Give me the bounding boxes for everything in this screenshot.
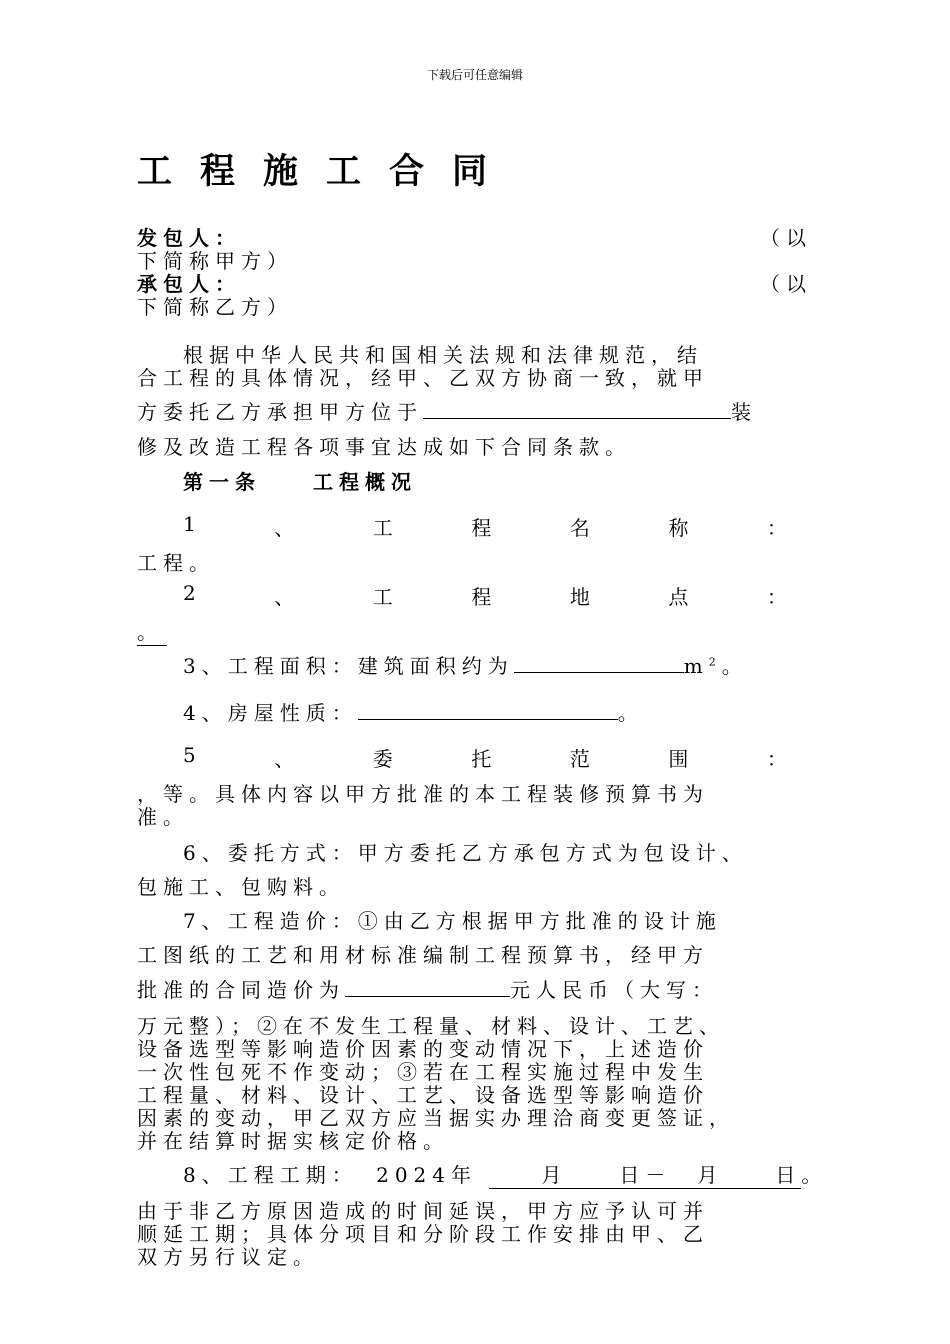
item-7-line-2: 工图纸的工艺和用材标准编制工程预算书，经甲方	[137, 943, 709, 967]
item-5-cell: 5	[183, 743, 202, 767]
item-1-cell: 、	[274, 516, 301, 540]
contractor-label: 承包人：	[137, 272, 241, 296]
preamble-line-4: 修及改造工程各项事宜达成如下合同条款。	[137, 435, 631, 459]
item-8-line-1	[183, 1159, 827, 1189]
contractor-alias: 下简称乙方）	[137, 295, 293, 319]
area-unit: m	[683, 654, 709, 678]
area-unit-sup: 2	[708, 655, 722, 669]
item-2-cell: 地	[569, 585, 596, 609]
location-blank	[423, 398, 731, 419]
address-blank: 。	[137, 616, 167, 646]
item-5-cell: 范	[569, 747, 596, 771]
preamble-line-3-end: 装	[731, 400, 757, 424]
item-5-line-3: 准。	[137, 805, 189, 829]
item-5-cell: 、	[274, 747, 301, 771]
item-5-cell: 委	[372, 747, 399, 771]
item-1-cell: 1	[183, 512, 202, 536]
item-2-line	[183, 581, 793, 610]
item-2-cell: ：	[766, 585, 793, 609]
item-7-line-3-text: 批准的合同造价为	[137, 978, 345, 1002]
item-8-line-2: 由于非乙方原因造成的时间延误，甲方应予认可并	[137, 1199, 709, 1223]
item-7-line-8: 因素的变动，甲乙双方应当据实办理洽商变更签证，	[137, 1106, 735, 1130]
document-title: 工程施工合同	[137, 152, 516, 192]
page-header-note: 下载后可任意编辑	[426, 68, 523, 82]
area-blank	[514, 652, 684, 673]
item-7-line-7: 工程量、材料、设计、工艺、设备选型等影响造价	[137, 1083, 709, 1107]
item-8-text: 8、工程工期：	[183, 1163, 358, 1187]
item-7-line-3	[137, 974, 718, 1003]
item-7-line-3-end: 元人民币（大写：	[510, 978, 718, 1002]
item-2-cell: 、	[274, 585, 301, 609]
employer-alias: 下简称甲方）	[137, 249, 293, 273]
item-6-line-2: 包施工、包购料。	[137, 875, 345, 899]
preamble-line-3	[137, 396, 757, 425]
preamble-line-1: 根据中华人民共和国相关法规和法律规范，结	[183, 343, 703, 367]
item-7-line-5: 设备选型等影响造价因素的变动情况下，上述造价	[137, 1037, 709, 1061]
item-7-line-6: 一次性包死不作变动；③若在工程实施过程中发生	[137, 1060, 709, 1084]
item-2-tail	[137, 616, 167, 646]
article-1-heading: 第一条 工程概况	[183, 470, 417, 494]
item-5-cell: ：	[766, 747, 793, 771]
preamble-line-2: 合工程的具体情况，经甲、乙双方协商一致，就甲	[137, 366, 709, 390]
item-4-text: 4、房屋性质：	[183, 701, 358, 725]
item-8-line-4: 双方另行议定。	[137, 1245, 319, 1269]
item-7-line-1: 7、工程造价：①由乙方根据甲方批准的设计施	[183, 909, 722, 933]
item-2-cell: 工	[372, 585, 399, 609]
item-1-line	[183, 512, 793, 541]
employer-suffix: （以	[760, 226, 812, 250]
item-7-line-4: 万元整）；②在不发生工程量、材料、设计、工艺、	[137, 1014, 725, 1038]
contract-price-blank	[345, 976, 510, 997]
item-1-cell: 称	[668, 516, 695, 540]
item-1-cell: 工	[372, 516, 399, 540]
item-8-end: 。	[801, 1163, 828, 1187]
item-2-cell: 程	[471, 585, 498, 609]
item-5-line	[183, 743, 793, 772]
item-8-year: 2024年	[376, 1163, 477, 1187]
item-8-line-3: 顺延工期；具体分项目和分阶段工作安排由甲、乙	[137, 1222, 709, 1246]
item-5-line-2: ，等。具体内容以甲方批准的本工程装修预算书为	[137, 782, 709, 806]
item-2-cell: 点	[668, 585, 695, 609]
item-1-tail: 工程。	[137, 551, 215, 575]
property-type-blank	[358, 699, 618, 720]
schedule-blank: 月 日－ 月 日	[489, 1159, 801, 1189]
item-1-cell: ：	[766, 516, 793, 540]
employer-label: 发包人：	[137, 226, 241, 250]
item-4-line	[183, 697, 644, 726]
contractor-suffix: （以	[760, 272, 812, 296]
item-7-line-9: 并在结算时据实核定价格。	[137, 1129, 449, 1153]
item-1-cell: 名	[569, 516, 596, 540]
item-6-line-1: 6、委托方式：甲方委托乙方承包方式为包设计、	[183, 841, 748, 865]
item-4-end: 。	[617, 701, 644, 725]
item-1-cell: 程	[471, 516, 498, 540]
item-3-text: 3、工程面积：建筑面积约为	[183, 654, 514, 678]
item-2-cell: 2	[183, 581, 202, 605]
item-5-cell: 托	[471, 747, 498, 771]
preamble-line-3-text: 方委托乙方承担甲方位于	[137, 400, 423, 424]
item-5-cell: 围	[668, 747, 695, 771]
item-3-end: 。	[721, 654, 748, 678]
item-3-line	[183, 650, 748, 679]
